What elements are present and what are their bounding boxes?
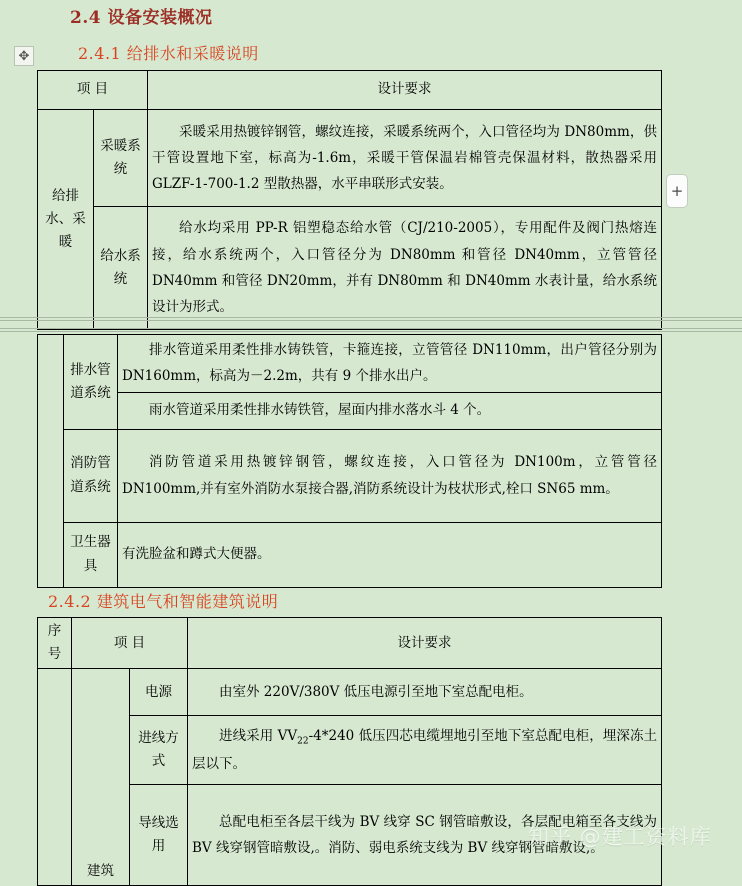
page-break-line (0, 328, 742, 329)
t1-header-item: 项 目 (38, 71, 148, 110)
table-row (38, 669, 662, 716)
move-cross-glyph: ✥ (18, 48, 30, 64)
t2-subject-conductor: 导线选用 (130, 785, 188, 886)
t2-group-label: 建筑 (72, 669, 130, 886)
table-plumbing-heating (37, 70, 662, 330)
t1-text-watersupply: 给水均采用 PP-R 铝塑稳态给水管（CJ/210-2005），专用配件及阀门热熔连接，给水系统两个，入口管径分为 DN80mm 和管径 DN40mm，立管管径 DN40mm 和管径 DN20mm，并有 DN80mm 和 DN40mm 水表计量，给水系统设计为形式。 (148, 207, 662, 330)
table-row (38, 785, 662, 886)
page-title: 2.4 设备安装概况 (70, 8, 213, 28)
t2-text-incoming (188, 716, 662, 785)
page-break-line (0, 320, 742, 321)
table-row (38, 429, 662, 522)
t1-text-heating: 采暖采用热镀锌钢管，螺纹连接，采暖系统两个，入口管径均为 DN80mm，供干管设置地下室，标高为-1.6m，采暖干管保温岩棉管壳保温材料，散热器采用 GLZF-1-700-1.2 型散热器，水平串联形式安装。 (148, 110, 662, 207)
t2-subject-incoming: 进线方式 (130, 716, 188, 785)
table-move-handle-icon[interactable] (14, 46, 34, 66)
t1b-group-spacer (38, 335, 64, 588)
t1b-text-drainage-1: 排水管道采用柔性排水铸铁管，卡箍连接，立管管径 DN110mm，出户管径分别为 DN160mm，标高为－2.2m，共有 9 个排水出户。 (118, 335, 662, 393)
t1b-text-sanitary: 有洗脸盆和蹲式大便器。 (118, 522, 662, 587)
table-row (38, 522, 662, 587)
insert-row-plus-button[interactable] (666, 174, 688, 208)
t1b-subject-sanitary: 卫生器具 (64, 522, 118, 587)
t1-subject-watersupply: 给水系统 (94, 207, 148, 330)
table-row (38, 335, 662, 393)
t2-incoming-post: -4*240 低压四芯电缆埋地引至地下室总配电柜，埋深冻土层以下。 (192, 728, 658, 773)
t1b-text-drainage-2: 雨水管道采用柔性排水铸铁管，屋面内排水落水斗 4 个。 (118, 392, 662, 429)
t2-incoming-pre: 进线采用 VV (219, 728, 298, 745)
t2-incoming-subscript: 22 (297, 736, 309, 747)
t2-header-item: 项 目 (72, 618, 188, 669)
section-heading-2-4-1: 2.4.1 给排水和采暖说明 (78, 44, 259, 63)
t2-text-power: 由室外 220V/380V 低压电源引至地下室总配电柜。 (188, 669, 662, 716)
table-row (38, 110, 662, 207)
t1-subject-heating: 采暖系统 (94, 110, 148, 207)
t2-text-conductor: 总配电柜至各层干线为 BV 线穿 SC 钢管暗敷设，各层配电箱至各支线为 BV 线穿钢管暗敷设,。消防、弱电系统支线为 BV 线穿钢管暗敷设,。 (188, 785, 662, 886)
page-break-line (0, 317, 742, 318)
t2-header-requirement: 设计要求 (188, 618, 662, 669)
plus-icon: + (670, 181, 684, 200)
table-row (38, 716, 662, 785)
section-heading-2-4-2: 2.4.2 建筑电气和智能建筑说明 (48, 592, 279, 611)
t1b-text-fire: 消防管道采用热镀锌钢管，螺纹连接，入口管径为 DN100m，立管管径 DN100mm,并有室外消防水泵接合器,消防系统设计为枝状形式,栓口 SN65 mm。 (118, 429, 662, 522)
t1-group-label: 给排水、采暖 (38, 110, 94, 330)
watermark: 知乎 @建工资料库 (528, 825, 712, 849)
t2-seq-cell (38, 669, 72, 886)
t2-subject-power: 电源 (130, 669, 188, 716)
table-plumbing-heating-continued (37, 334, 662, 588)
t1-header-requirement: 设计要求 (148, 71, 662, 110)
t2-header-seq: 序号 (38, 618, 72, 669)
table-row (38, 71, 662, 110)
table-electrical (37, 617, 662, 886)
t1b-subject-drainage: 排水管道系统 (64, 335, 118, 430)
page-break-line (0, 331, 742, 332)
table-row (38, 392, 662, 429)
table-row (38, 618, 662, 669)
t1b-subject-fire: 消防管道系统 (64, 429, 118, 522)
table-row (38, 207, 662, 330)
